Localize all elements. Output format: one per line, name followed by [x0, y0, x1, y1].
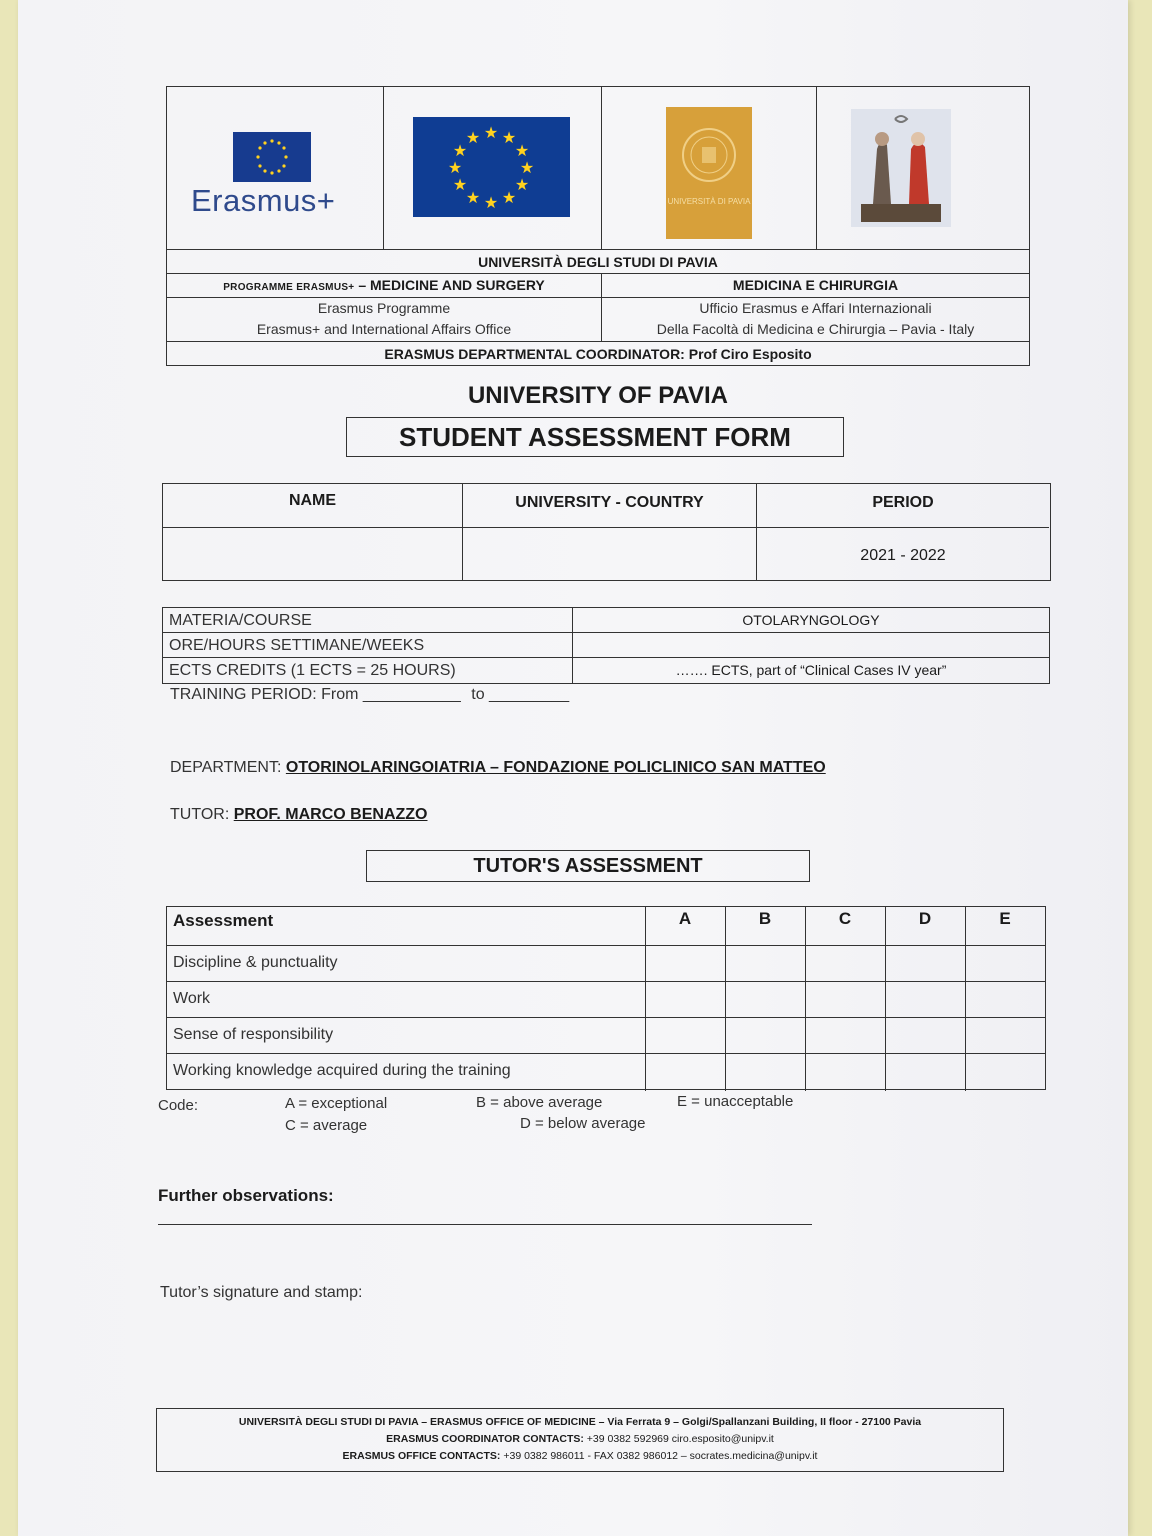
- svg-text:★: ★: [483, 123, 499, 142]
- document-page: [18, 0, 1128, 1536]
- training-period-label: TRAINING PERIOD: From: [170, 686, 359, 703]
- course-row: [163, 608, 1049, 633]
- code-e: E = unacceptable: [677, 1093, 794, 1110]
- assessment-row-label: Discipline & punctuality: [173, 954, 338, 971]
- course-value: OTOLARYNGOLOGY: [742, 612, 880, 628]
- office-it-line1: Ufficio Erasmus e Affari Internazionali: [699, 300, 932, 316]
- hours-row: [163, 633, 1049, 658]
- office-en-line2: Erasmus+ and International Affairs Office: [256, 321, 512, 337]
- programme-name: – MEDICINE AND SURGERY: [358, 277, 545, 293]
- statue-emblem-icon: [851, 109, 951, 227]
- office-it-line2: Della Facoltà di Medicina e Chirurgia – Pavia - Italy: [656, 321, 975, 337]
- assessment-row[interactable]: [167, 1017, 1045, 1053]
- observations-label: Further observations:: [158, 1186, 334, 1205]
- university-it-row: [167, 249, 1029, 273]
- grade-header-b: B: [758, 909, 772, 928]
- office-it: [602, 298, 1029, 341]
- training-from-blank[interactable]: ___________: [362, 686, 461, 703]
- tutor-value: PROF. MARCO BENAZZO: [233, 806, 428, 823]
- eu-flag-icon: [413, 117, 570, 217]
- assessment-row-label: Working knowledge acquired during the training: [173, 1062, 511, 1079]
- coordinator-row: [167, 341, 1029, 365]
- code-d: D = below average: [520, 1115, 646, 1132]
- svg-text:★: ★: [501, 188, 517, 207]
- form-title: STUDENT ASSESSMENT FORM: [346, 417, 844, 457]
- code-c: C = average: [285, 1117, 368, 1134]
- grade-header-c: C: [838, 909, 852, 928]
- footer-line1: UNIVERSITÀ DEGLI STUDI DI PAVIA – ERASMUS OFFICE OF MEDICINE – Via Ferrata 9 – Golgi/Spallanzani Building, II floor - 27100 Pavia: [238, 1416, 922, 1428]
- department-label: DEPARTMENT:: [170, 759, 282, 776]
- footer-line3: [157, 1448, 1003, 1465]
- office-en-line1: Erasmus Programme: [317, 300, 451, 316]
- training-to-blank[interactable]: _________: [489, 686, 570, 703]
- assessment-row[interactable]: [167, 1053, 1045, 1089]
- erasmus-logo-text: Erasmus+: [191, 183, 336, 218]
- hours-label: ORE/HOURS SETTIMANE/WEEKS: [163, 633, 573, 657]
- header-table: [166, 86, 1030, 366]
- programme-prefix: PROGRAMME ERASMUS+: [223, 282, 355, 293]
- training-to-label: to: [471, 686, 485, 703]
- course-label: MATERIA/COURSE: [163, 608, 573, 632]
- svg-text:★: ★: [465, 128, 481, 147]
- assessment-row[interactable]: [167, 981, 1045, 1017]
- tutor-label: TUTOR:: [170, 806, 230, 823]
- svg-text:★: ★: [447, 158, 463, 177]
- footer-office-contacts: +39 0382 986011 - FAX 0382 986012 – socrates.medicina@unipv.it: [503, 1450, 818, 1462]
- svg-text:★: ★: [519, 158, 535, 177]
- footer-line2: [157, 1431, 1003, 1448]
- svg-text:★: ★: [514, 141, 530, 160]
- ects-row: [163, 658, 1049, 683]
- svg-text:★: ★: [483, 193, 499, 212]
- name-header: NAME: [163, 484, 463, 528]
- period-header: PERIOD: [757, 484, 1049, 528]
- assessment-row-label: Sense of responsibility: [173, 1026, 334, 1043]
- office-row: [167, 297, 1029, 341]
- programme-row: [167, 273, 1029, 297]
- faculty-logo-cell: [817, 87, 1029, 249]
- assessment-row-label: Work: [173, 990, 211, 1007]
- footer-office-label: ERASMUS OFFICE CONTACTS:: [342, 1450, 501, 1462]
- coordinator-text: ERASMUS DEPARTMENTAL COORDINATOR: Prof Ciro Esposito: [384, 346, 812, 362]
- eu-flag-cell: [384, 87, 602, 249]
- name-field[interactable]: [163, 528, 463, 580]
- ects-value: ……. ECTS, part of “Clinical Cases IV year”: [675, 662, 947, 678]
- assessment-header: Assessment: [173, 911, 274, 930]
- svg-text:★: ★: [514, 175, 530, 194]
- code-a: A = exceptional: [285, 1095, 388, 1112]
- erasmus-logo-cell: [167, 87, 384, 249]
- code-b: B = above average: [476, 1094, 603, 1111]
- university-country-field[interactable]: [463, 528, 757, 580]
- footer-coordinator-label: ERASMUS COORDINATOR CONTACTS:: [386, 1433, 584, 1445]
- svg-text:★: ★: [452, 175, 468, 194]
- department-line: [170, 759, 826, 777]
- university-seal-icon: [666, 107, 752, 239]
- programme-it: MEDICINA E CHIRURGIA: [732, 277, 899, 293]
- footer-box: [156, 1408, 1004, 1472]
- student-info-table: [162, 483, 1051, 581]
- training-period: [170, 686, 569, 704]
- grade-header-e: E: [999, 909, 1011, 928]
- erasmus-flag-icon: [233, 132, 311, 182]
- course-table: [162, 607, 1050, 684]
- footer-coordinator-contacts: +39 0382 592969 ciro.esposito@unipv.it: [586, 1433, 774, 1445]
- code-label: Code:: [158, 1097, 199, 1114]
- observations-line[interactable]: [158, 1224, 812, 1225]
- programme-en: [167, 274, 602, 297]
- university-title: UNIVERSITY OF PAVIA: [467, 382, 729, 409]
- tutor-line: [170, 806, 428, 824]
- svg-text:★: ★: [501, 128, 517, 147]
- university-country-header: UNIVERSITY - COUNTRY: [463, 484, 757, 528]
- unipv-logo-cell: [602, 87, 817, 249]
- svg-text:★: ★: [452, 141, 468, 160]
- assessment-table: [166, 906, 1046, 1090]
- university-it-name: UNIVERSITÀ DEGLI STUDI DI PAVIA: [478, 254, 718, 270]
- grade-header-d: D: [918, 909, 932, 928]
- unipv-logo-text: UNIVERSITÀ DI PAVIA: [667, 197, 751, 206]
- grade-header-a: A: [678, 909, 692, 928]
- hours-value[interactable]: [573, 633, 1049, 657]
- office-en: [167, 298, 602, 341]
- ects-label: ECTS CREDITS (1 ECTS = 25 HOURS): [163, 658, 573, 683]
- svg-text:★: ★: [465, 188, 481, 207]
- department-value: OTORINOLARINGOIATRIA – FONDAZIONE POLICLINICO SAN MATTEO: [285, 759, 826, 776]
- period-value: 2021 - 2022: [860, 547, 946, 564]
- assessment-row[interactable]: [167, 945, 1045, 981]
- tutor-assessment-title: TUTOR'S ASSESSMENT: [366, 850, 810, 882]
- signature-label: Tutor’s signature and stamp:: [160, 1284, 363, 1301]
